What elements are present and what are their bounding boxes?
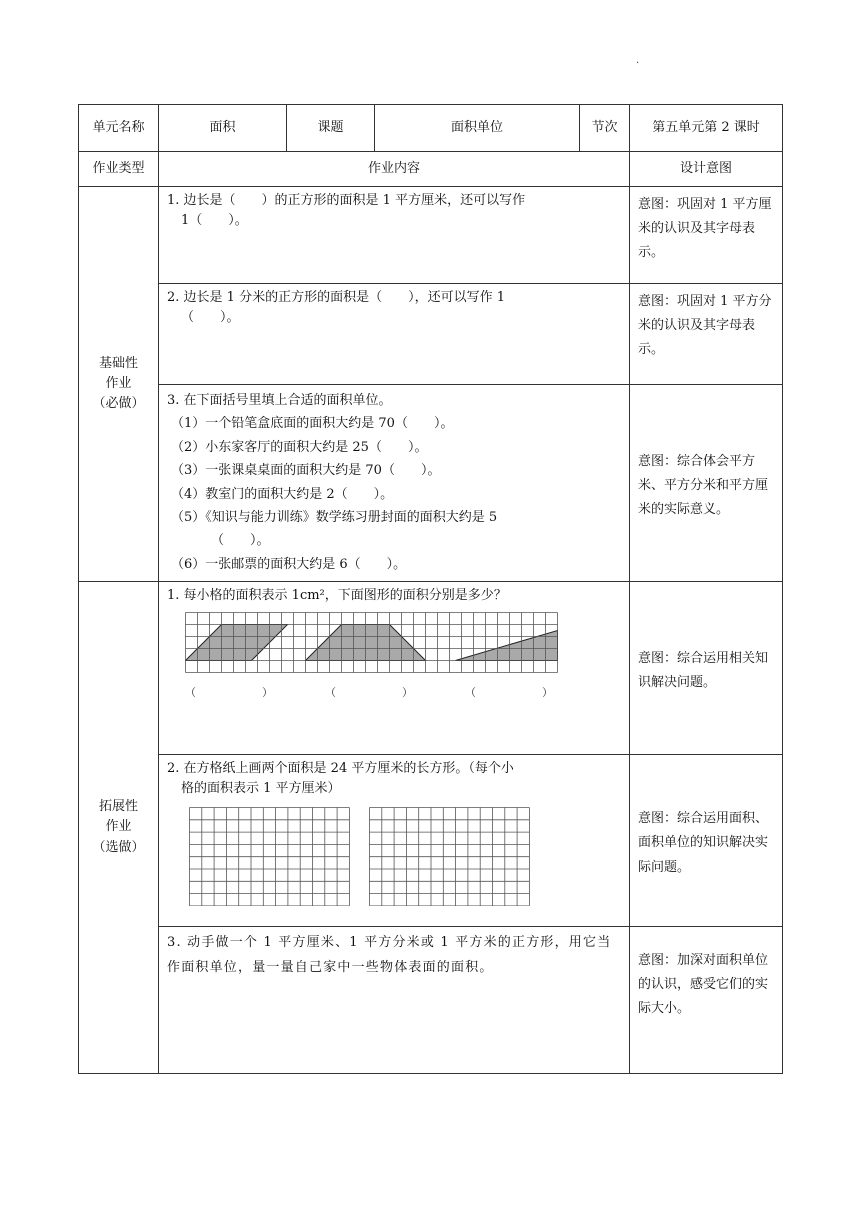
page-dot: ·	[636, 58, 640, 69]
ext-q1-answer-1[interactable]: （ ）	[185, 686, 273, 700]
basic-q3-content	[159, 385, 630, 582]
ext-q2-content	[159, 755, 630, 927]
ext-q3-content	[159, 927, 630, 1074]
topic-value: 面积单位	[375, 105, 580, 152]
ext-q2-line2: 格的面积表示 1 平方厘米）	[181, 781, 341, 797]
basic-q3-item-4: （4）教室门的面积大约是 2（ ）。	[171, 486, 394, 502]
basic-q3-row	[79, 385, 783, 582]
basic-q1-line2: 1（ ）。	[181, 213, 248, 229]
basic-q3-item-6: （6）一张邮票的面积大约是 6（ ）。	[171, 556, 407, 572]
basic-type-cell	[79, 187, 159, 582]
basic-q3-item-1: （1）一个铅笔盒底面的面积大约是 70（ ）。	[171, 416, 454, 432]
ext-q1-figure	[185, 612, 621, 682]
basic-q2-line1: 2. 边长是 1 分米的正方形的面积是（ ），还可以写作 1	[167, 290, 505, 305]
parallelogram-shape	[186, 625, 288, 661]
ext-q2-row	[79, 755, 783, 927]
basic-type-line-3: （必做）	[92, 396, 145, 412]
basic-type-line-2: 作业	[105, 375, 132, 391]
basic-q2-line2: （ ）。	[181, 310, 240, 326]
session-label: 节次	[580, 105, 630, 152]
basic-q3-item-5: （5）《知识与能力训练》数学练习册封面的面积大约是 5	[171, 509, 498, 525]
ext-q3-row	[79, 927, 783, 1074]
session-value: 第五单元第 2 课时	[630, 105, 783, 152]
basic-q3-title: 3. 在下面括号里填上合适的面积单位。	[167, 393, 392, 408]
col-type-header: 作业类型	[79, 152, 159, 187]
topic-label: 课题	[287, 105, 375, 152]
ext-q2-grid-right[interactable]	[369, 807, 531, 906]
basic-q3-item-3: （3）一张课桌桌面的面积大约是 70（ ）。	[171, 463, 441, 479]
ext-q1-text: 1. 每小格的面积表示 1cm²，下面图形的面积分别是多少？	[167, 588, 507, 603]
unit-name-label: 单元名称	[79, 105, 159, 152]
basic-q1-row	[79, 187, 783, 284]
ext-q3-intent: 意图：加深对面积单位的认识，感受它们的实际大小。	[630, 927, 783, 1074]
ext-q1-intent: 意图：综合运用相关知识解决问题。	[630, 582, 783, 755]
basic-q1-line1: 1. 边长是（ ）的正方形的面积是 1 平方厘米，还可以写作	[167, 193, 526, 208]
ext-q1-answer-3[interactable]: （ ）	[465, 686, 553, 700]
ext-q1-content	[159, 582, 630, 755]
ext-q2-intent: 意图：综合运用面积、面积单位的知识解决实际问题。	[630, 755, 783, 927]
ext-q1-answers	[185, 684, 621, 701]
col-intent-header: 设计意图	[630, 152, 783, 187]
unit-name-value: 面积	[159, 105, 287, 152]
basic-q2-content	[159, 284, 630, 385]
ext-type-line-2: 作业	[105, 819, 132, 835]
ext-q3-text: 3. 动手做一个 1 平方厘米、1 平方分米或 1 平方米的正方形，用它当作面积单位，量一量自己家中一些物体表面的面积。	[167, 935, 612, 975]
basic-q2-intent: 意图：巩固对 1 平方分米的认识及其字母表示。	[630, 284, 783, 385]
basic-q3-intent: 意图：综合体会平方米、平方分米和平方厘米的实际意义。	[630, 385, 783, 582]
basic-q1-intent: 意图：巩固对 1 平方厘米的认识及其字母表示。	[630, 187, 783, 284]
ext-q1-grid-svg	[185, 612, 560, 682]
basic-q2-row	[79, 284, 783, 385]
basic-q3-item-5-cont: （ ）。	[211, 533, 270, 549]
basic-q3-item-2: （2）小东家客厅的面积大约是 25（ ）。	[171, 439, 428, 455]
ext-q2-grid-left[interactable]	[189, 807, 351, 906]
ext-type-line-1: 拓展性	[98, 799, 138, 815]
ext-q2-line1: 2. 在方格纸上画两个面积是 24 平方厘米的长方形。（每个小	[167, 761, 514, 776]
ext-type-line-3: （选做）	[92, 839, 145, 855]
basic-type-line-1: 基础性	[98, 355, 138, 371]
ext-q1-answer-2[interactable]: （ ）	[325, 686, 413, 700]
col-content-header: 作业内容	[159, 152, 630, 187]
header-row	[79, 105, 783, 152]
ext-type-cell	[79, 582, 159, 1074]
basic-q1-content	[159, 187, 630, 284]
ext-q1-row	[79, 582, 783, 755]
homework-table	[78, 104, 783, 1074]
triangle-shape	[456, 631, 558, 661]
ext-q2-grids	[189, 807, 621, 906]
column-header-row	[79, 152, 783, 187]
